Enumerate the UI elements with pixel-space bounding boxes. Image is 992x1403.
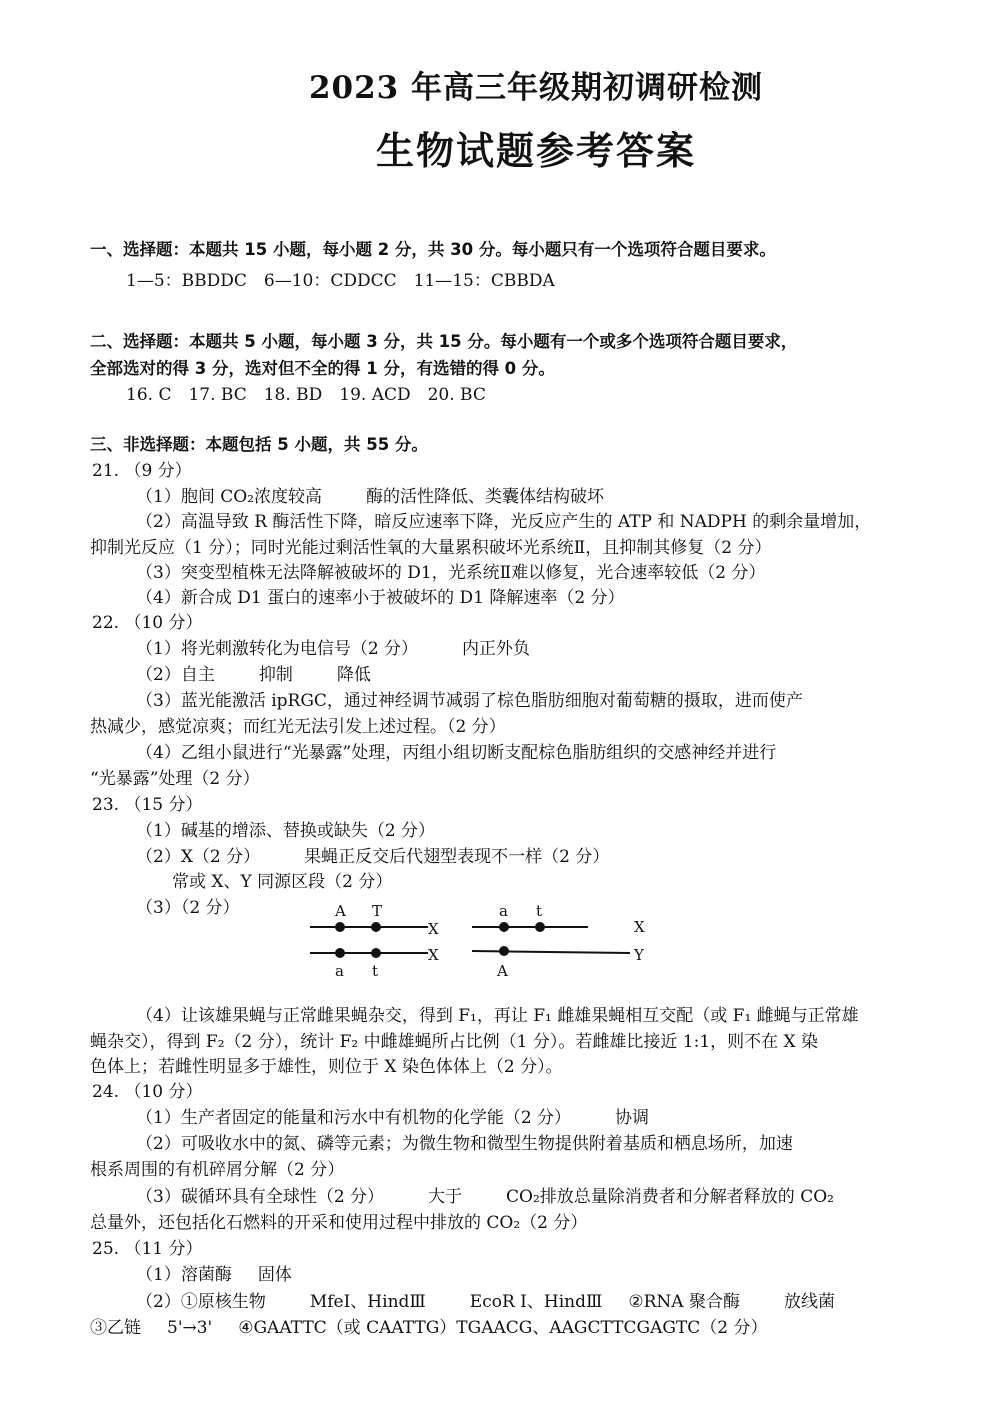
q22-answer-1b: 内正外负 [462, 639, 531, 659]
allele-label: T [372, 902, 383, 920]
q25-answer-3 [90, 1316, 768, 1340]
q23-answer-2a: （2）X（2 分） [136, 847, 261, 867]
q24-answer-3b: 大于 [428, 1187, 463, 1207]
q23-answer-1: （1）碱基的增添、替换或缺失（2 分） [136, 821, 436, 841]
q25-answer-1a: （1）溶菌酶 [136, 1265, 232, 1285]
section1-heading: 一、选择题：本题共 15 小题，每小题 2 分，共 30 分。每小题只有一个选项符合题目要求。 [90, 240, 776, 259]
section3-heading: 三、非选择题：本题包括 5 小题，共 55 分。 [90, 435, 428, 454]
q24-answer-3 [136, 1185, 834, 1209]
right-chromosome-bottom [472, 951, 630, 953]
gene-locus-dot [335, 948, 345, 958]
q25-answer-2 [136, 1290, 835, 1314]
allele-label: t [372, 962, 379, 980]
section2-heading-line2: 全部选对的得 3 分，选对但不全的得 1 分，有选错的得 0 分。 [90, 359, 555, 378]
q23-answer-3: （3）（2 分） [136, 898, 240, 918]
section1-answers: 1—5：BBDDC 6—10：CDDCC 11—15：CBBDA [126, 271, 555, 291]
q21-label: 21. （9 分） [92, 461, 192, 481]
q25-answer-2e: 放线菌 [783, 1292, 835, 1312]
q22-answer-1 [136, 637, 530, 661]
q24-answer-3c: CO₂排放总量除消费者和分解者释放的 CO₂ [506, 1187, 834, 1207]
q22-answer-2b: 抑制 [258, 665, 293, 685]
q24-answer-2-cont: 根系周围的有机碎屑分解（2 分） [90, 1160, 345, 1180]
gene-locus-dot [371, 922, 381, 932]
page-title: 2023 年高三年级期初调研检测 [308, 70, 764, 106]
q23-answer-4-cont1: 蝇杂交），得到 F₂（2 分），统计 F₂ 中雌雄蝇所占比例（1 分）。若雌雄比接近 1:1，则不在 X 染 [90, 1032, 819, 1052]
section2-answers: 16. C 17. BC 18. BD 19. ACD 20. BC [126, 385, 486, 405]
section2-heading-line1: 二、选择题：本题共 5 小题，每小题 3 分，共 15 分。每小题有一个或多个选项符合题目要求， [90, 332, 798, 351]
q23-answer-4: （4）让该雄果蝇与正常雌果蝇杂交，得到 F₁，再让 F₁ 雌雄果蝇相互交配（或 F₁ 雌蝇与正常雄 [136, 1006, 859, 1026]
chromosome-diagram [300, 898, 670, 988]
q25-label: 25. （11 分） [92, 1239, 203, 1259]
allele-label: A [497, 962, 508, 980]
allele-label: a [335, 962, 344, 980]
q21-answer-4: （4）新合成 D1 蛋白的速率小于被破坏的 D1 降解速率（2 分） [136, 588, 625, 608]
q22-answer-2c: 降低 [336, 665, 371, 685]
q25-answer-3a: ③乙链 [90, 1318, 141, 1338]
q24-answer-3a: （3）碳循环具有全球性（2 分） [136, 1187, 385, 1207]
q22-label: 22. （10 分） [92, 613, 203, 633]
page-subtitle: 生物试题参考答案 [375, 128, 696, 173]
q23-answer-2-cont: 常或 X、Y 同源区段（2 分） [172, 872, 393, 892]
q21-answer-1b: 酶的活性降低、类囊体结构破坏 [365, 487, 604, 507]
allele-label: t [536, 902, 543, 920]
q21-answer-3: （3）突变型植株无法降解被破坏的 D1，光系统Ⅱ难以修复，光合速率较低（2 分） [136, 563, 766, 583]
q22-answer-4: （4）乙组小鼠进行“光暴露”处理，丙组小组切断支配棕色脂肪组织的交感神经并进行 [136, 743, 777, 763]
q25-answer-2d: ②RNA 聚合酶 [628, 1292, 740, 1312]
q23-answer-2b: 果蝇正反交后代翅型表现不一样（2 分） [304, 847, 610, 867]
q22-answer-3-cont: 热减少，感觉凉爽；而红光无法引发上述过程。（2 分） [90, 717, 506, 737]
allele-label: A [335, 902, 346, 920]
q25-answer-1 [136, 1263, 292, 1287]
q24-answer-2: （2）可吸收水中的氮、磷等元素；为微生物和微型生物提供附着基质和栖息场所，加速 [136, 1134, 793, 1154]
q25-answer-3b: 5'→3' [167, 1318, 213, 1338]
q23-answer-2 [136, 845, 609, 869]
gene-locus-dot [335, 922, 345, 932]
q25-answer-2a: （2）①原核生物 [136, 1292, 266, 1312]
q21-answer-1 [136, 485, 604, 509]
q24-label: 24. （10 分） [92, 1082, 203, 1102]
q25-answer-3c: ④GAATTC（或 CAATTG）TGAACG、AAGCTTCGAGTC（2 分） [238, 1318, 768, 1338]
gene-locus-dot [499, 946, 509, 956]
allele-label: a [499, 902, 508, 920]
q22-answer-3: （3）蓝光能激活 ipRGC，通过神经调节减弱了棕色脂肪细胞对葡萄糖的摄取，进而使产 [136, 691, 803, 711]
q25-answer-1b: 固体 [257, 1265, 292, 1285]
q24-answer-1b: 协调 [615, 1108, 650, 1128]
chromosome-label: X [428, 946, 439, 964]
q23-answer-4-cont2: 色体上；若雌性明显多于雄性，则位于 X 染色体体上（2 分）。 [90, 1057, 563, 1077]
q21-answer-2: （2）高温导致 R 酶活性下降，暗反应速率下降，光反应产生的 ATP 和 NADPH 的剩余量增加， [136, 512, 872, 532]
gene-locus-dot [535, 922, 545, 932]
gene-locus-dot [499, 922, 509, 932]
q25-answer-2c: EcoR I、HindⅢ [469, 1292, 603, 1312]
q22-answer-4-cont: “光暴露”处理（2 分） [90, 769, 260, 789]
gene-locus-dot [371, 948, 381, 958]
q22-answer-2a: （2）自主 [136, 665, 215, 685]
q22-answer-1a: （1）将光刺激转化为电信号（2 分） [136, 639, 419, 659]
q22-answer-2 [136, 663, 371, 687]
q24-answer-1 [136, 1106, 649, 1130]
chromosome-label: Y [634, 946, 644, 964]
chromosome-label: X [428, 920, 439, 938]
q21-answer-1a: （1）胞间 CO₂浓度较高 [136, 487, 322, 507]
q23-label: 23. （15 分） [92, 795, 203, 815]
q24-answer-3-cont: 总量外，还包括化石燃料的开采和使用过程中排放的 CO₂（2 分） [90, 1213, 588, 1233]
chromosome-label: X [634, 918, 645, 936]
q24-answer-1a: （1）生产者固定的能量和污水中有机物的化学能（2 分） [136, 1108, 572, 1128]
q21-answer-2-cont: 抑制光反应（1 分）；同时光能过剩活性氧的大量累积破坏光系统Ⅱ，且抑制其修复（2 分） [90, 538, 772, 558]
q25-answer-2b: MfeI、HindⅢ [309, 1292, 426, 1312]
